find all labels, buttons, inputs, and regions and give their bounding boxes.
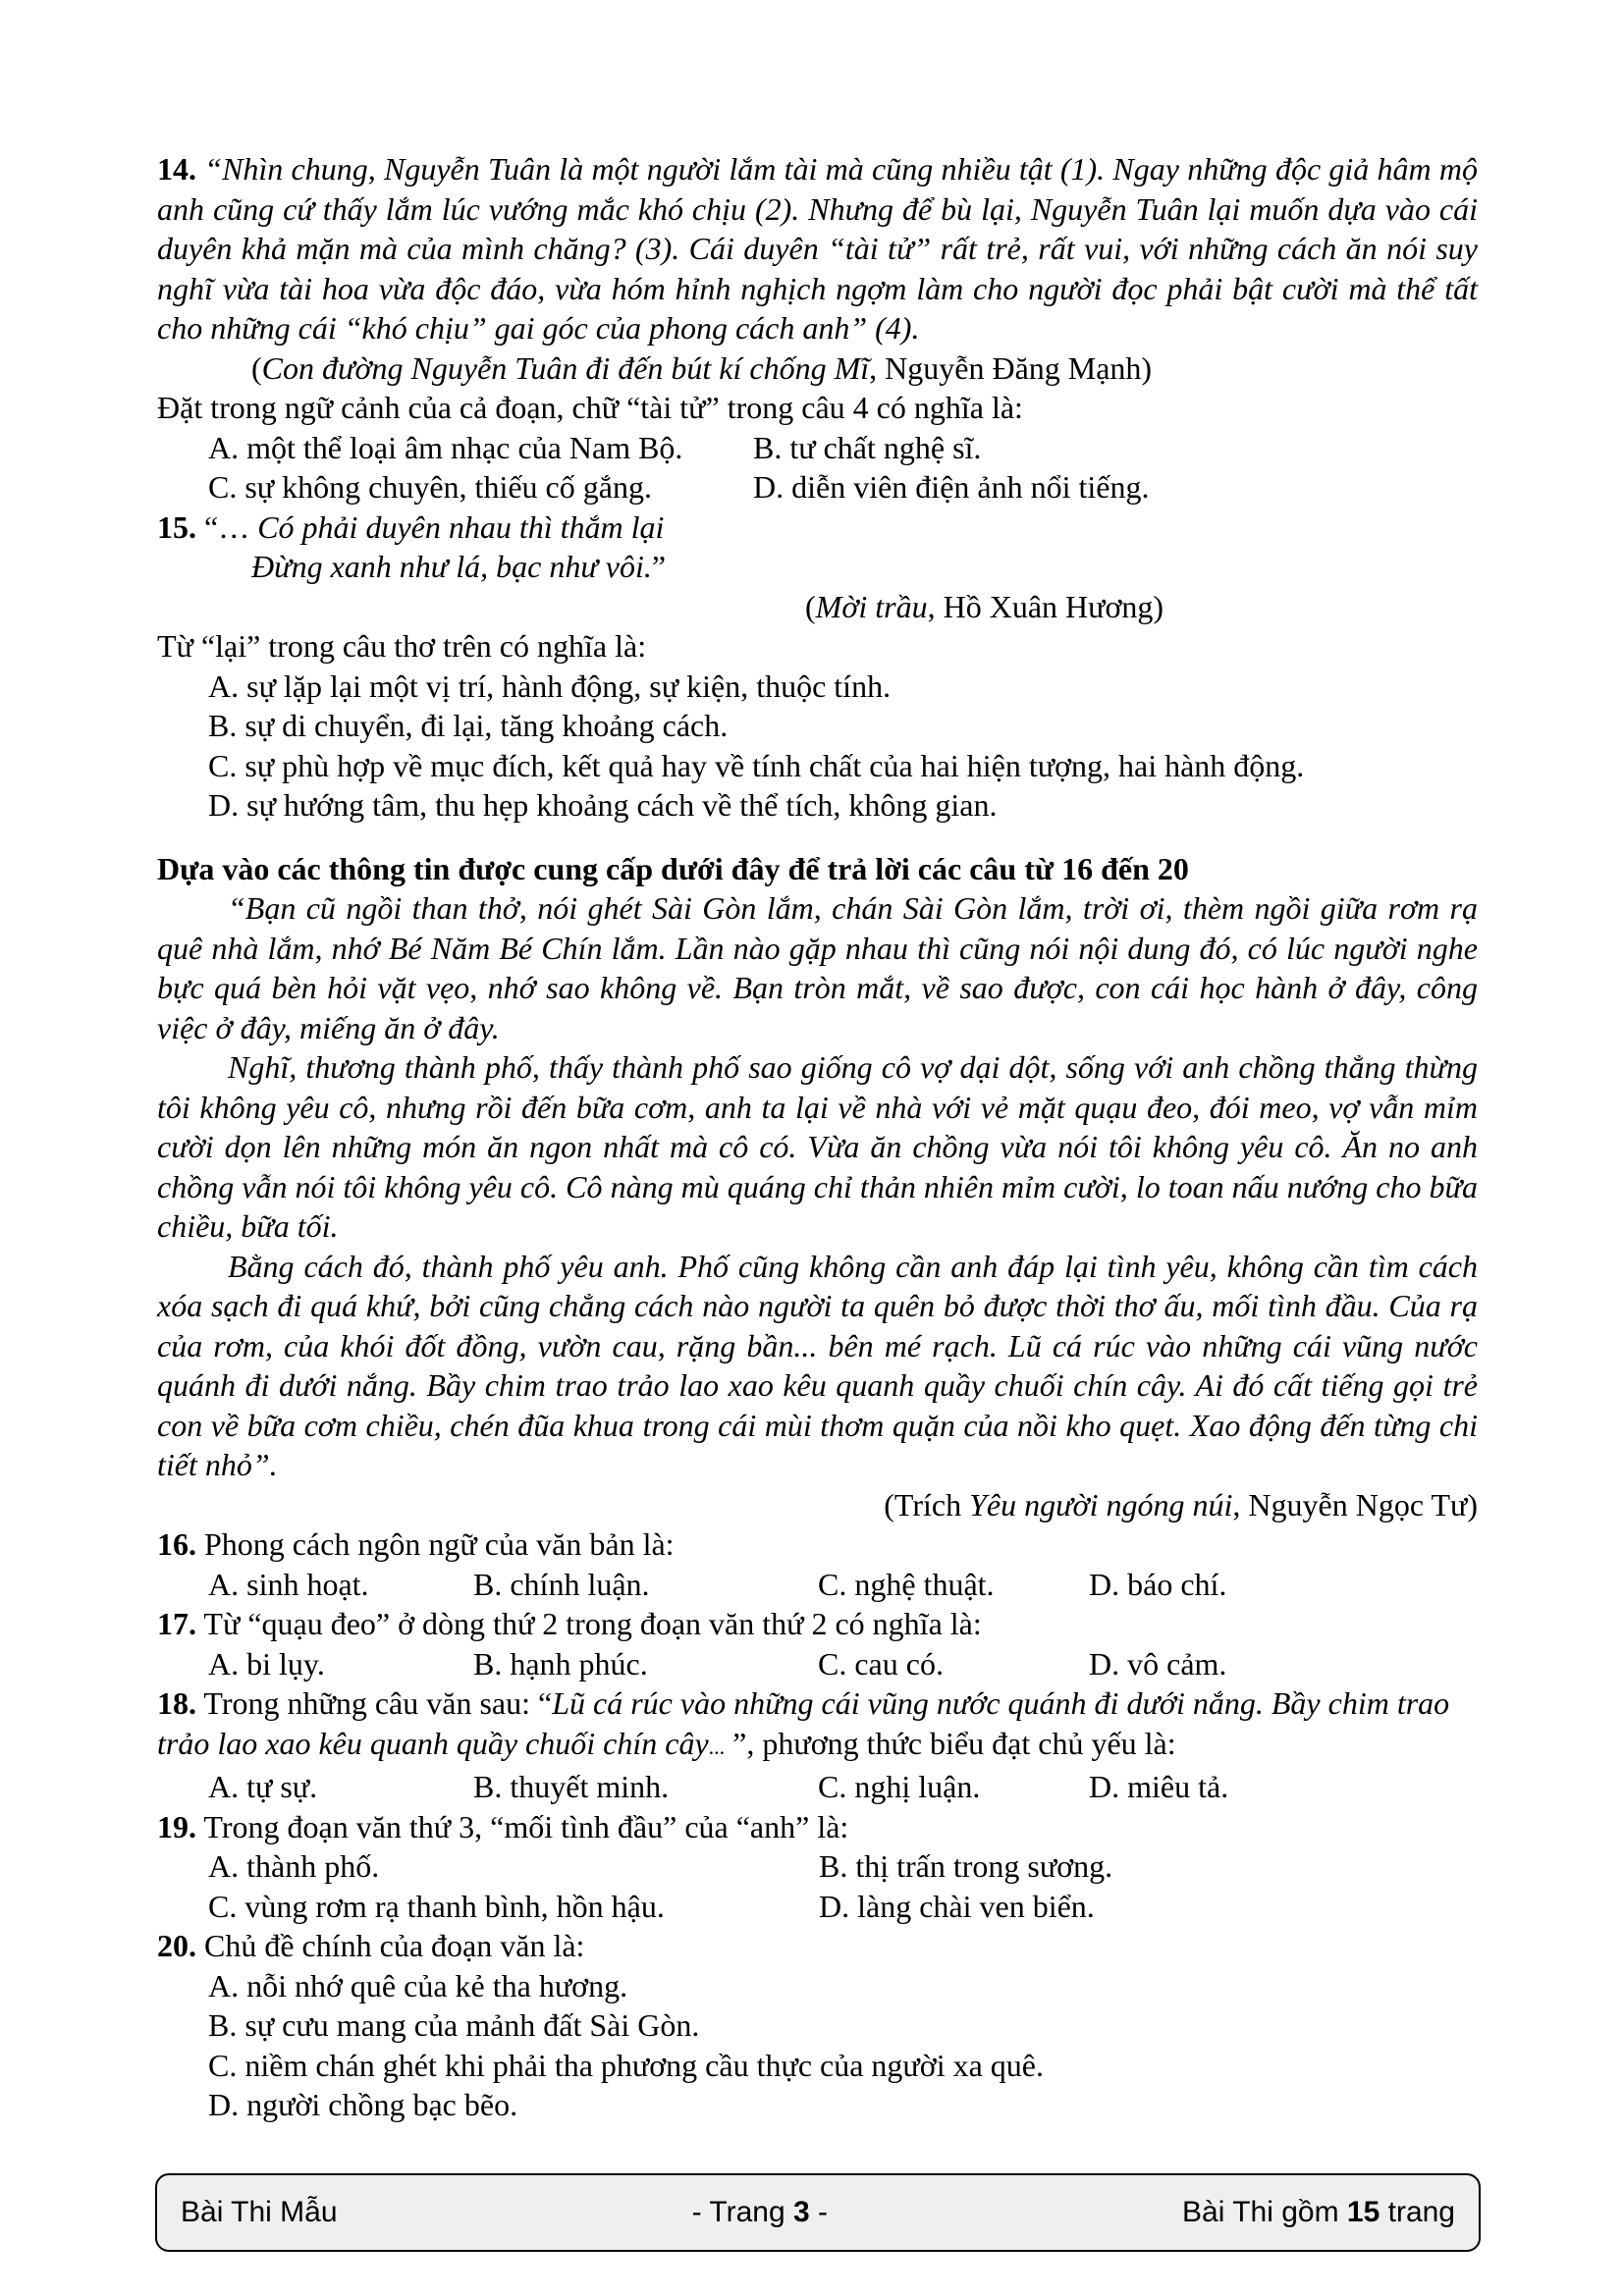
option-b[interactable]: B. sự cưu mang của mảnh đất Sài Gòn. [208,2007,700,2043]
question-16 [157,1524,1478,1604]
options [157,1644,1478,1684]
option-b[interactable]: B. hạnh phúc. [473,1645,648,1682]
option-a[interactable]: A. sinh hoạt. [208,1566,369,1602]
passage-paragraph: Nghĩ, thương thành phố, thấy thành phố sao giống cô vợ dại dột, sống với anh chồng thẳng thừng tôi không yêu cô, nhưng rồi đến bữa cơm, anh ta lại về nhà với vẻ mặt quạu đeo, đói meo, vợ vẫn mỉm cười dọn lên những món ăn ngon nhất mà cô có. Vừa ăn chồng vừa nói tôi không yêu cô. Ăn no anh chồng vẫn nói tôi không yêu cô. Cô nàng mù quáng chỉ thản nhiên mỉm cười, lo toan nấu nướng cho bữa chiều, bữa tối. [157,1049,1478,1244]
option-d[interactable]: D. người chồng bạc bẽo. [208,2087,518,2122]
question-text: Đặt trong ngữ cảnh của cả đoạn, chữ “tài tử” trong câu 4 có nghĩa là: [157,390,1023,425]
option-c[interactable]: C. nghị luận. [818,1769,981,1804]
question-text: Phong cách ngôn ngữ của văn bản là: [196,1526,675,1562]
question-14 [157,149,1478,507]
option-b[interactable]: B. thuyết minh. [473,1769,670,1804]
exam-page [157,149,1478,2125]
footer-exam-title: Bài Thi Mẫu [181,2196,338,2228]
question-text: Chủ đề chính của đoạn văn là: [196,1928,585,1963]
question-20 [157,1926,1478,2125]
option-a[interactable]: A. thành phố. [208,1848,380,1884]
question-number: 19. [157,1808,196,1844]
section-heading: Dựa vào các thông tin được cung cấp dưới đây để trả lời các câu từ 16 đến 20 [157,850,1189,886]
option-a[interactable]: A. một thể loại âm nhạc của Nam Bộ. [208,429,683,465]
question-17 [157,1604,1478,1683]
option-c[interactable]: C. sự phù hợp về mục đích, kết quả hay về tính chất của hai hiện tượng, hai hành động. [208,747,1305,783]
option-a[interactable]: A. sự lặp lại một vị trí, hành động, sự kiện, thuộc tính. [208,667,892,704]
reading-passage [157,888,1478,1524]
options [157,1767,1478,1807]
poem-line: Có phải duyên nhau thì thắm lại [257,508,665,545]
passage-source: (Trích Yêu người ngóng núi, Nguyễn Ngọc Tư) [884,1486,1478,1522]
question-number: 20. [157,1928,196,1963]
option-d[interactable]: D. sự hướng tâm, thu hẹp khoảng cách về thể tích, không gian. [208,787,998,823]
question-18: 18. Trong những câu văn sau: “Lũ cá rúc vào những cái vũng nước quánh đi dưới nắng. Bầy chim trao trảo lao xao kêu quanh quầy chuối chín cây... ”, phương thức biểu đạt chủ yếu là: A. tự sự. B. thuyết minh. C. nghị luận. D. miêu tả. [157,1683,1478,1807]
footer-page-number: - Trang 3 - [691,2196,828,2228]
option-c[interactable]: C. nghệ thuật. [818,1566,995,1602]
option-a[interactable]: A. tự sự. [208,1769,318,1804]
question-15: 15. “… Có phải duyên nhau thì thắm lại Đừng xanh như lá, bạc như vôi.” (Mời trầu, Hồ Xuân Hương) Từ “lại” trong câu thơ trên có nghĩa là: A. sự lặp lại một vị trí, hành động, sự kiện, thuộc tính. B. sự di chuyển, đi lại, tăng khoảng cách. C. sự phù hợp về mục đích, kết quả hay về tính chất của hai hiện tượng, hai hành động. D. sự hướng tâm, thu hẹp khoảng cách về thể tích, không gian. [157,507,1478,826]
poem-source: (Mời trầu, Hồ Xuân Hương) [805,588,1164,624]
question-text: Từ “lại” trong câu thơ trên có nghĩa là: [157,628,647,664]
page-footer [155,2173,1481,2252]
option-c[interactable]: C. niềm chán ghét khi phải tha phương cầu thực của người xa quê. [208,2047,1044,2083]
option-d[interactable]: D. vô cảm. [1089,1645,1227,1682]
option-c[interactable]: C. sự không chuyên, thiếu cố gắng. [208,469,652,505]
option-d[interactable]: D. báo chí. [1089,1566,1227,1602]
question-number: 14. [157,151,196,187]
question-number: 18. [157,1685,196,1721]
options [157,1846,1478,1926]
footer-page-count: Bài Thi gồm 15 trang [1182,2196,1455,2228]
question-number: 15. [157,508,196,545]
question-number: 17. [157,1606,196,1641]
passage-paragraph: Bằng cách đó, thành phố yêu anh. Phố cũng không cần anh đáp lại tình yêu, không cần tìm cách xóa sạch đi quá khứ, bởi cũng chẳng cách nào người ta quên bỏ được thời thơ ấu, mối tình đầu. Của rạ của rơm, của khói đốt đồng, vườn cau, rặng bần... bên mé rạch. Lũ cá rúc vào những cái vũng nước quánh đi dưới nắng. Bầy chim trao trảo lao xao kêu quanh quầy chuối chín cây. Ai đó cất tiếng gọi trẻ con về bữa cơm chiều, chén đũa khua trong cái mùi thơm quặn của nồi kho quẹt. Xao động đến từng chi tiết nhỏ”. [157,1248,1478,1482]
question-number: 16. [157,1526,196,1562]
passage-paragraph: “Bạn cũ ngồi than thở, nói ghét Sài Gòn lắm, chán Sài Gòn lắm, trời ơi, thèm ngồi giữa rơm rạ quê nhà lắm, nhớ Bé Năm Bé Chín lắm. Lần nào gặp nhau thì cũng nói nội dung đó, có lúc người nghe bực quá bèn hỏi vặt vẹo, nhớ sao không về. Bạn tròn mắt, về sao được, con cái học hành ở đây, công việc ở đây, miếng ăn ở đây. [157,890,1478,1045]
option-a[interactable]: A. bi lụy. [208,1645,325,1682]
option-a[interactable]: A. nỗi nhớ quê của kẻ tha hương. [208,1967,628,2003]
option-b[interactable]: B. chính luận. [473,1566,650,1602]
poem-line: Đừng xanh như lá, bạc như vôi. [251,549,652,584]
options [157,1565,1478,1605]
question-19 [157,1807,1478,1927]
quoted-sentence: Lũ cá rúc vào những cái vũng nước quánh đi dưới nắng. Bầy chim trao trảo lao xao kêu quanh quầy chuối chín cây [157,1685,1450,1761]
option-c[interactable]: C. cau có. [818,1645,944,1682]
option-b[interactable]: B. sự di chuyển, đi lại, tăng khoảng cách. [208,708,729,743]
option-d[interactable]: D. làng chài ven biển. [819,1888,1095,1924]
option-d[interactable]: D. miêu tả. [1089,1769,1229,1804]
quote-text: “Nhìn chung, Nguyễn Tuân là một người lắm tài mà cũng nhiều tật (1). Ngay những độc giả hâm mộ anh cũng cứ thấy lắm lúc vướng mắc khó chịu (2). Nhưng để bù lại, Nguyễn Tuân lại muốn dựa vào cái duyên khả mặn mà của mình chăng? (3). Cái duyên “tài tử” rất trẻ, rất vui, với những cách ăn nói suy nghĩ vừa tài hoa vừa độc đáo, vừa hóm hỉnh nghịch ngợm làm cho người đọc phải bật cười mà thể tất cho những cái “khó chịu” gai góc của phong cách anh” (4). [157,151,1479,346]
option-d[interactable]: D. diễn viên điện ảnh nổi tiếng. [753,469,1150,505]
option-c[interactable]: C. vùng rơm rạ thanh bình, hồn hậu. [208,1888,665,1924]
question-text: Trong đoạn văn thứ 3, “mối tình đầu” của “anh” là: [196,1808,849,1844]
option-b[interactable]: B. thị trấn trong sương. [819,1848,1113,1884]
option-b[interactable]: B. tư chất nghệ sĩ. [753,429,982,465]
quote-source: (Con đường Nguyễn Tuân đi đến bút kí chống Mĩ, Nguyễn Đăng Mạnh) [251,349,1153,386]
question-text: Từ “quạu đeo” ở dòng thứ 2 trong đoạn văn thứ 2 có nghĩa là: [196,1606,982,1641]
options [157,428,1478,507]
